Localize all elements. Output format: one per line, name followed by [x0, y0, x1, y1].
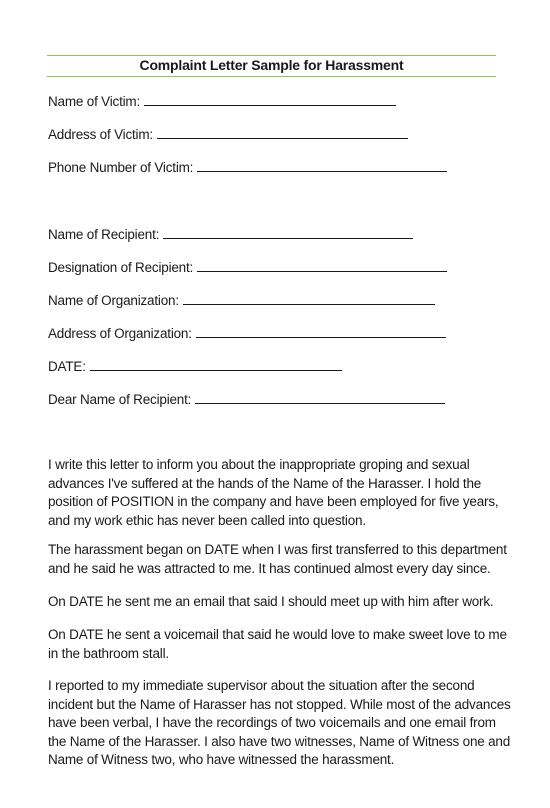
field-recipient-name[interactable] — [48, 224, 413, 242]
paragraph-line: I write this letter to inform you about the inappropriate groping and sexual — [48, 457, 470, 472]
field-label: Name of Recipient: — [48, 227, 160, 242]
field-recipient-designation[interactable] — [48, 257, 447, 275]
blank-line[interactable] — [196, 336, 446, 338]
field-label: Designation of Recipient: — [48, 260, 194, 275]
blank-line[interactable] — [197, 170, 447, 172]
paragraph-line: the Name of the Harasser. I also have two witnesses, Name of Witness one and — [48, 733, 511, 749]
paragraph-line: On DATE he sent me an email that said I should meet up with him after work. — [48, 594, 494, 609]
paragraph-line: incident but the Name of Harasser has not stopped. While most of the advances — [48, 696, 511, 712]
blank-line[interactable] — [183, 303, 435, 305]
body-paragraph — [48, 456, 508, 530]
field-victim-address[interactable] — [48, 124, 408, 142]
field-label: Address of Organization: — [48, 326, 192, 341]
field-label: Dear Name of Recipient: — [48, 392, 192, 407]
paragraph-line: advances I've suffered at the hands of the Name of the Harasser. I hold the — [48, 475, 482, 491]
field-organization-address[interactable] — [48, 323, 446, 341]
blank-line[interactable] — [197, 270, 447, 272]
field-label: DATE: — [48, 359, 86, 374]
paragraph-line: Name of Witness two, who have witnessed the harassment. — [48, 752, 395, 767]
paragraph-line: and he said he was attracted to me. It has continued almost every day since. — [48, 560, 491, 576]
blank-line[interactable] — [90, 369, 342, 371]
field-date[interactable] — [48, 356, 342, 374]
document-title: Complaint Letter Sample for Harassment — [139, 57, 404, 73]
field-label: Phone Number of Victim: — [48, 160, 194, 175]
field-label: Name of Organization: — [48, 293, 179, 308]
paragraph-line: and my work ethic has never been called into question. — [48, 512, 366, 528]
blank-line[interactable] — [163, 237, 413, 239]
paragraph-line: position of POSITION in the company and have been employed for five years, — [48, 494, 499, 509]
body-paragraph — [48, 541, 508, 578]
blank-line[interactable] — [144, 104, 396, 106]
body-paragraph — [48, 593, 508, 612]
field-label: Name of Victim: — [48, 94, 141, 109]
field-label: Address of Victim: — [48, 127, 153, 142]
field-victim-name[interactable] — [48, 91, 396, 109]
paragraph-line: have been verbal, I have the recordings of two voicemails and one email from — [48, 715, 496, 730]
paragraph-line: On DATE he sent a voicemail that said he would love to make sweet love to me — [48, 627, 507, 642]
paragraph-line: The harassment began on DATE when I was first transferred to this department — [48, 542, 507, 557]
body-paragraph — [48, 626, 508, 663]
paragraph-line: I reported to my immediate supervisor about the situation after the second — [48, 678, 475, 693]
paragraph-line: in the bathroom stall. — [48, 645, 169, 661]
body-paragraph — [48, 677, 511, 770]
blank-line[interactable] — [157, 137, 408, 139]
field-salutation[interactable] — [48, 389, 445, 407]
field-organization-name[interactable] — [48, 290, 435, 308]
blank-line[interactable] — [195, 402, 445, 404]
field-victim-phone[interactable] — [48, 157, 447, 175]
